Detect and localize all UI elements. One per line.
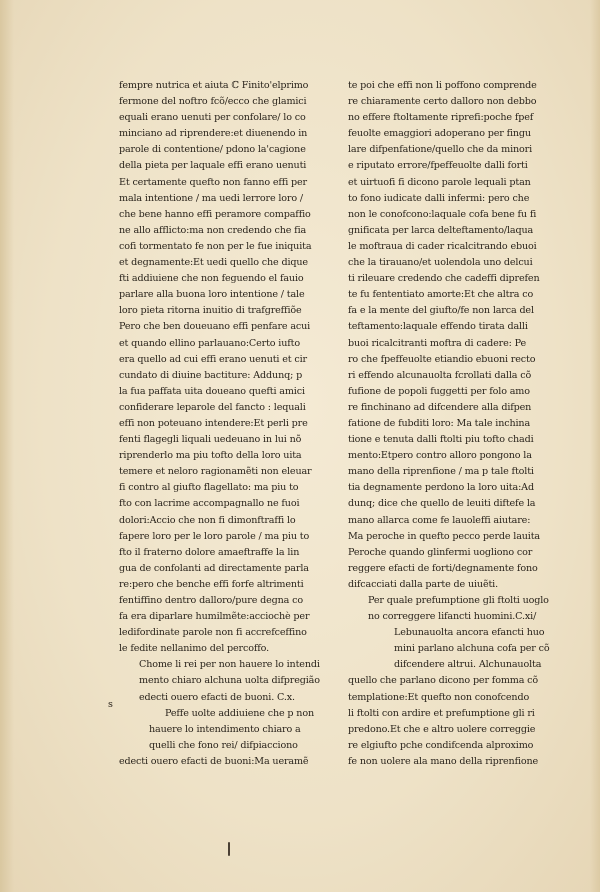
text-line: Per quale prefumptione gli ftolti uoglo <box>368 595 549 606</box>
text-line: Peroche quando glinfermi uogliono cor <box>348 546 533 558</box>
text-line: dolori:Accio che non fi dimonftraffi lo <box>119 514 296 526</box>
text-line: riprenderlo ma piu tofto della loro uita <box>119 450 302 462</box>
text-line: ne allo afflicto:ma non credendo che fia <box>119 224 307 236</box>
text-line: cofi tormentato fe non per le fue iniquita <box>119 240 312 252</box>
text-line: gnificata per larca delteftamento/laqua <box>348 224 534 236</box>
footer-mark <box>228 842 230 856</box>
text-line: mento chiaro alchuna uolta difpregião <box>139 675 320 687</box>
text-line: te poi che effi non li poffono comprende <box>348 80 537 91</box>
text-line: confiderare leparole del fancto : lequali <box>119 401 306 413</box>
text-line: minciano ad riprendere:et diuenendo in <box>119 128 308 140</box>
text-line: fe non uolere ala mano della riprenfione <box>348 755 539 767</box>
text-line: non le conofcono:laquale cofa bene fu fi <box>348 208 537 220</box>
text-line: Pero che ben doueuano effi penfare acui <box>119 321 311 333</box>
text-line: edecti ouero efacti de buoni. C.x. <box>139 691 295 703</box>
text-line: quelli che fono rei/ difpiacciono <box>149 739 298 751</box>
text-line: quello che parlano dicono per fomma cõ <box>348 675 539 687</box>
text-line: parlare alla buona loro intentione / tale <box>119 289 305 301</box>
text-line: cundato di diuine bactiture: Addunq; p <box>119 369 303 381</box>
text-line: difcacciati dalla parte de uiuẽti. <box>348 578 499 590</box>
text-line: temere et neloro ragionamẽti non eleuar <box>119 466 312 478</box>
text-line: edecti ouero efacti de buoni:Ma ueramẽ <box>119 755 309 767</box>
text-line: et quando ellino parlauano:Certo iufto <box>119 337 300 349</box>
text-line: re finchinano ad difcendere alla difpen <box>348 401 532 413</box>
text-line: fufione de popoli fuggetti per folo amo <box>348 385 530 397</box>
text-line: Ma peroche in quefto pecco perde lauita <box>348 530 541 542</box>
text-line: tione e tenuta dalli ftolti piu tofto chadi <box>348 434 534 446</box>
text-line: ri effendo alcunauolta fcrollati dalla cõ <box>348 369 532 381</box>
text-line: reggere efacti de forti/degnamente fono <box>348 562 538 574</box>
text-line: no correggere lifancti huomini.C.xi/ <box>368 611 537 623</box>
text-line: effi non poteuano intendere:Et perli pre <box>119 417 308 429</box>
text-line: re:pero che benche effi forfe altrimenti <box>119 578 304 590</box>
text-line: li ftolti con ardire et prefumptione gli ri <box>348 707 535 719</box>
text-line: feuolte emaggiori adoperano per fingu <box>348 128 531 140</box>
text-line: tia degnamente perdono la loro uita:Ad <box>348 482 534 494</box>
text-line: Et certamente quefto non fanno effi per <box>119 176 307 188</box>
text-line: fempre nutrica et aiuta ℂ Finito'elprimo <box>119 80 309 91</box>
text-line: fti addiuiene che non feguendo el fauio <box>119 273 304 285</box>
text-line: che bene hanno effi peramore compaffio <box>119 208 311 220</box>
text-column-left <box>119 78 322 770</box>
text-line: le fedite nellanimo del percoffo. <box>119 643 269 655</box>
text-line: mano allarca come fe lauoleffi aiutare: <box>348 514 531 526</box>
text-line: lare difpenfatione/quello che da minori <box>348 144 532 156</box>
text-line: fermone del noftro fcõ/ecco che glamici <box>119 96 307 108</box>
marginal-letter: s <box>108 699 113 710</box>
text-line: re elgiufto pche condifcenda alproximo <box>348 739 534 751</box>
text-line: mini parlano alchuna cofa per cõ <box>394 643 550 655</box>
text-line: le moftraua di cader ricalcitrando ebuoi <box>348 240 537 252</box>
text-column-right <box>348 78 560 770</box>
text-line: che la tirauano/et uolendola uno delcui <box>348 257 533 269</box>
text-line: gua de confolanti ad directamente parla <box>119 562 309 574</box>
page-edge-left <box>0 0 14 892</box>
text-line: difcendere altrui. Alchunauolta <box>394 659 542 671</box>
text-line: loro pieta ritorna inuitio di trafgreffiõe <box>119 305 302 317</box>
text-line: fa e la mente del giufto/fe non larca del <box>348 305 534 317</box>
text-line: et degnamente:Et uedi quello che dique <box>119 257 308 269</box>
text-line: Peffe uolte addiuiene che p non <box>165 707 314 719</box>
text-line: to fono iudicate dalli infermi: pero che <box>348 192 530 204</box>
text-line: et uirtuofi fi dicono parole lequali ptan <box>348 176 531 188</box>
text-line: fto il fraterno dolore amaeftraffe la lin <box>119 546 300 558</box>
text-line: fatione de fubditi loro: Ma tale inchina <box>348 417 531 429</box>
page-edge-right <box>590 0 600 892</box>
text-line: te fu fententiato amorte:Et che altra co <box>348 289 534 301</box>
text-line: Lebunauolta ancora efancti huo <box>394 627 545 639</box>
text-line: fa era diparlare humilmẽte:acciochè per <box>119 611 310 623</box>
text-line: parole di contentione/ pdono la'cagione <box>119 144 306 156</box>
text-line: mento:Etpero contro alloro pongono la <box>348 450 532 462</box>
text-line: predono.Et che e altro uolere correggie <box>348 723 536 735</box>
text-line: e riputato errore/fpeffeuolte dalli forti <box>348 160 528 172</box>
text-line: equali erano uenuti per confolare/ lo co <box>119 112 306 124</box>
text-line: re chiaramente certo dalloro non debbo <box>348 96 537 108</box>
text-line: fto con lacrime accompagnallo ne fuoi <box>119 498 300 510</box>
text-line: hauere lo intendimento chiaro a <box>149 723 301 735</box>
text-line: ro che fpeffeuolte etiandio ebuoni recto <box>348 353 536 365</box>
text-line: fi contro al giufto flagellato: ma piu to <box>119 482 299 494</box>
text-line: era quello ad cui effi erano uenuti et cir <box>119 353 307 365</box>
text-line: la fua paffata uita doueano quefti amici <box>119 385 305 397</box>
text-line: ti rileuare credendo che cadeffi diprefen <box>348 273 540 285</box>
text-line: mano della riprenfione / ma p tale ftolti <box>348 466 534 478</box>
text-line: buoi ricalcitranti moftra di cadere: Pe <box>348 337 526 349</box>
text-line: Chome li rei per non hauere lo intendi <box>139 659 320 671</box>
text-line: teftamento:laquale effendo tirata dalli <box>348 321 528 333</box>
text-line: della pieta per laquale effi erano uenuti <box>119 160 307 172</box>
text-line: templatione:Et quefto non conofcendo <box>348 691 530 703</box>
text-line: dunq; dice che quello de leuiti diftefe la <box>348 498 536 510</box>
text-line: mala intentione / ma uedi lerrore loro / <box>119 192 303 204</box>
text-line: fapere loro per le loro parole / ma piu to <box>119 530 310 542</box>
text-line: no effere ftoltamente riprefi:poche fpef <box>348 112 534 124</box>
text-line: ledifordinate parole non fi accrefceffino <box>119 627 307 639</box>
text-line: fentiffino dentro dalloro/pure degna co <box>119 595 303 606</box>
text-line: fenti flagegli liquali uedeuano in lui nõ <box>119 434 302 446</box>
